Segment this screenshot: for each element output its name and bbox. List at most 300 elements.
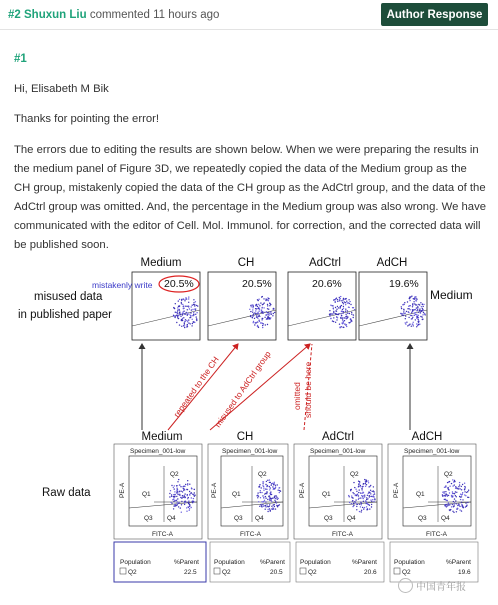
scatter-dot bbox=[267, 509, 268, 510]
scatter-dot bbox=[276, 497, 277, 498]
scatter-dot bbox=[347, 313, 348, 314]
scatter-dot bbox=[449, 509, 450, 510]
scatter-dot bbox=[175, 315, 176, 316]
scatter-dot bbox=[180, 314, 181, 315]
scatter-dot bbox=[464, 491, 465, 492]
scatter-dot bbox=[336, 309, 337, 310]
scatter-dot bbox=[263, 506, 264, 507]
scatter-dot bbox=[252, 316, 253, 317]
scatter-dot bbox=[196, 305, 197, 306]
bottom-title-adch: AdCH bbox=[411, 431, 443, 443]
scatter-dot bbox=[188, 296, 189, 297]
arrow-note-should-be-here: should be here bbox=[303, 361, 313, 418]
scatter-dot bbox=[346, 301, 347, 302]
scatter-dot bbox=[174, 494, 175, 495]
scatter-dot bbox=[188, 319, 189, 320]
scatter-dot bbox=[169, 496, 170, 497]
scatter-dot bbox=[184, 313, 185, 314]
scatter-dot bbox=[417, 325, 418, 326]
top-percent-adctrl: 20.6% bbox=[312, 278, 342, 290]
scatter-dot bbox=[418, 319, 419, 320]
scatter-dot bbox=[423, 304, 424, 305]
scatter-dot bbox=[194, 495, 195, 496]
pop-header-population-medium: Population bbox=[120, 559, 151, 566]
scatter-dot bbox=[262, 325, 263, 326]
scatter-dot bbox=[370, 490, 371, 491]
top-title-ch: CH bbox=[237, 257, 255, 269]
q2-ch: Q2 bbox=[258, 471, 267, 478]
scatter-dot bbox=[360, 492, 361, 493]
scatter-dot bbox=[187, 312, 188, 313]
q3-medium: Q3 bbox=[144, 515, 153, 522]
scatter-dot bbox=[461, 496, 462, 497]
top-panel-adch bbox=[359, 272, 427, 340]
scatter-dot bbox=[360, 506, 361, 507]
scatter-dot bbox=[171, 496, 172, 497]
scatter-dot bbox=[353, 493, 354, 494]
scatter-dot bbox=[189, 494, 190, 495]
scatter-dot bbox=[180, 497, 181, 498]
scatter-dot bbox=[417, 306, 418, 307]
scatter-dot bbox=[265, 501, 266, 502]
scatter-dot bbox=[333, 312, 334, 313]
q4-adctrl: Q4 bbox=[347, 515, 356, 522]
scatter-dot bbox=[258, 501, 259, 502]
scatter-dot bbox=[259, 310, 260, 311]
scatter-dot bbox=[264, 500, 265, 501]
author-link[interactable]: Shuxun Liu bbox=[24, 9, 87, 21]
scatter-dot bbox=[330, 305, 331, 306]
scatter-dot bbox=[419, 310, 420, 311]
scatter-dot bbox=[348, 322, 349, 323]
scatter-dot bbox=[362, 497, 363, 498]
scatter-dot bbox=[267, 299, 268, 300]
scatter-dot bbox=[267, 506, 268, 507]
scatter-dot bbox=[267, 304, 268, 305]
scatter-dot bbox=[179, 299, 180, 300]
scatter-dot bbox=[192, 502, 193, 503]
scatter-dot bbox=[188, 305, 189, 306]
scatter-dot bbox=[272, 497, 273, 498]
scatter-dot bbox=[188, 500, 189, 501]
scatter-dot bbox=[461, 504, 462, 505]
scatter-dot bbox=[259, 305, 260, 306]
scatter-dot bbox=[186, 507, 187, 508]
scatter-dot bbox=[182, 304, 183, 305]
scatter-dot bbox=[271, 494, 272, 495]
scatter-dot bbox=[261, 319, 262, 320]
scatter-dot bbox=[279, 504, 280, 505]
comment-time[interactable]: 11 hours ago bbox=[153, 9, 220, 21]
scatter-dot bbox=[274, 504, 275, 505]
scatter-dot bbox=[355, 495, 356, 496]
scatter-dot bbox=[445, 491, 446, 492]
q4-adch: Q4 bbox=[441, 515, 450, 522]
comment-anchor-link[interactable]: #1 bbox=[14, 53, 27, 65]
scatter-dot bbox=[408, 312, 409, 313]
scatter-dot bbox=[353, 482, 354, 483]
scatter-dot bbox=[269, 504, 270, 505]
scatter-dot bbox=[183, 317, 184, 318]
scatter-dot bbox=[182, 491, 183, 492]
scatter-dot bbox=[462, 507, 463, 508]
scatter-dot bbox=[442, 494, 443, 495]
scatter-dot bbox=[454, 498, 455, 499]
scatter-dot bbox=[447, 500, 448, 501]
scatter-dot bbox=[177, 311, 178, 312]
scatter-dot bbox=[357, 494, 358, 495]
scatter-dot bbox=[353, 307, 354, 308]
scatter-dot bbox=[260, 322, 261, 323]
scatter-dot bbox=[258, 304, 259, 305]
scatter-dot bbox=[371, 504, 372, 505]
scatter-dot bbox=[262, 483, 263, 484]
scatter-dot bbox=[338, 307, 339, 308]
scatter-dot bbox=[371, 501, 372, 502]
scatter-dot bbox=[333, 317, 334, 318]
scatter-dot bbox=[188, 313, 189, 314]
scatter-dot bbox=[185, 319, 186, 320]
scatter-dot bbox=[177, 481, 178, 482]
scatter-dot bbox=[414, 303, 415, 304]
scatter-dot bbox=[174, 488, 175, 489]
scatter-dot bbox=[179, 484, 180, 485]
scatter-dot bbox=[183, 497, 184, 498]
scatter-dot bbox=[422, 314, 423, 315]
scatter-dot bbox=[193, 312, 194, 313]
pop-header-parent-medium: %Parent bbox=[174, 559, 199, 566]
scatter-dot bbox=[189, 506, 190, 507]
scatter-dot bbox=[187, 309, 188, 310]
scatter-dot bbox=[280, 491, 281, 492]
scatter-dot bbox=[274, 312, 275, 313]
scatter-dot bbox=[253, 322, 254, 323]
scatter-dot bbox=[182, 495, 183, 496]
scatter-dot bbox=[403, 315, 404, 316]
scatter-dot bbox=[358, 486, 359, 487]
scatter-dot bbox=[187, 314, 188, 315]
scatter-dot bbox=[462, 492, 463, 493]
scatter-dot bbox=[252, 309, 253, 310]
scatter-dot bbox=[255, 313, 256, 314]
scatter-dot bbox=[192, 309, 193, 310]
scatter-dot bbox=[367, 495, 368, 496]
comment-action: commented bbox=[89, 9, 150, 21]
scatter-dot bbox=[343, 311, 344, 312]
scatter-dot bbox=[346, 318, 347, 319]
scatter-dot bbox=[415, 314, 416, 315]
scatter-dot bbox=[187, 306, 188, 307]
scatter-dot bbox=[365, 486, 366, 487]
scatter-dot bbox=[262, 481, 263, 482]
scatter-dot bbox=[351, 503, 352, 504]
scatter-dot bbox=[264, 493, 265, 494]
scatter-dot bbox=[368, 486, 369, 487]
scatter-dot bbox=[252, 304, 253, 305]
author-response-badge: Author Response bbox=[381, 3, 488, 26]
pop-row-label-ch: Q2 bbox=[222, 569, 231, 576]
scatter-dot bbox=[257, 497, 258, 498]
scatter-dot bbox=[340, 306, 341, 307]
scatter-dot bbox=[370, 499, 371, 500]
scatter-dot bbox=[364, 495, 365, 496]
scatter-dot bbox=[401, 306, 402, 307]
scatter-dot bbox=[336, 319, 337, 320]
scatter-dot bbox=[190, 315, 191, 316]
scatter-dot bbox=[358, 483, 359, 484]
scatter-dot bbox=[344, 320, 345, 321]
scatter-dot bbox=[460, 499, 461, 500]
scatter-dot bbox=[250, 311, 251, 312]
q3-adctrl: Q3 bbox=[324, 515, 333, 522]
pe-a-ch: PE-A bbox=[211, 482, 218, 498]
scatter-dot bbox=[272, 486, 273, 487]
scatter-dot bbox=[351, 321, 352, 322]
scatter-dot bbox=[254, 324, 255, 325]
scatter-dot bbox=[173, 497, 174, 498]
scatter-dot bbox=[179, 305, 180, 306]
comment-number-link[interactable]: #2 bbox=[8, 9, 21, 21]
scatter-dot bbox=[267, 308, 268, 309]
scatter-dot bbox=[456, 496, 457, 497]
scatter-dot bbox=[405, 323, 406, 324]
scatter-dot bbox=[367, 480, 368, 481]
scatter-dot bbox=[330, 318, 331, 319]
scatter-dot bbox=[461, 502, 462, 503]
scatter-dot bbox=[263, 488, 264, 489]
scatter-dot bbox=[369, 496, 370, 497]
scatter-dot bbox=[449, 486, 450, 487]
scatter-dot bbox=[453, 481, 454, 482]
pop-value-ch: 20.5 bbox=[270, 569, 283, 576]
scatter-dot bbox=[412, 323, 413, 324]
scatter-dot bbox=[174, 491, 175, 492]
scatter-dot bbox=[274, 500, 275, 501]
scatter-dot bbox=[185, 297, 186, 298]
scatter-dot bbox=[177, 489, 178, 490]
scatter-dot bbox=[178, 503, 179, 504]
scatter-dot bbox=[171, 503, 172, 504]
scatter-dot bbox=[365, 501, 366, 502]
scatter-dot bbox=[418, 315, 419, 316]
scatter-dot bbox=[181, 303, 182, 304]
raw-panel-adctrl bbox=[294, 444, 382, 539]
scatter-dot bbox=[366, 484, 367, 485]
scatter-dot bbox=[190, 323, 191, 324]
scatter-dot bbox=[258, 299, 259, 300]
scatter-dot bbox=[342, 300, 343, 301]
scatter-dot bbox=[193, 498, 194, 499]
scatter-dot bbox=[185, 306, 186, 307]
scatter-dot bbox=[350, 304, 351, 305]
scatter-dot bbox=[456, 488, 457, 489]
scatter-dot bbox=[267, 480, 268, 481]
raw-panel-ch bbox=[208, 444, 288, 539]
q4-ch: Q4 bbox=[255, 515, 264, 522]
scatter-dot bbox=[258, 327, 259, 328]
scatter-dot bbox=[359, 504, 360, 505]
scatter-dot bbox=[196, 312, 197, 313]
scatter-dot bbox=[181, 501, 182, 502]
scatter-dot bbox=[260, 490, 261, 491]
scatter-dot bbox=[448, 495, 449, 496]
scatter-dot bbox=[265, 498, 266, 499]
scatter-dot bbox=[192, 305, 193, 306]
scatter-dot bbox=[279, 492, 280, 493]
scatter-dot bbox=[453, 501, 454, 502]
scatter-dot bbox=[403, 304, 404, 305]
scatter-dot bbox=[372, 499, 373, 500]
scatter-dot bbox=[411, 296, 412, 297]
scatter-dot bbox=[193, 321, 194, 322]
scatter-dot bbox=[336, 298, 337, 299]
scatter-dot bbox=[265, 506, 266, 507]
scatter-dot bbox=[418, 320, 419, 321]
scatter-dot bbox=[181, 497, 182, 498]
q1-medium: Q1 bbox=[142, 491, 151, 498]
scatter-dot bbox=[418, 312, 419, 313]
scatter-dot bbox=[266, 318, 267, 319]
scatter-dot bbox=[330, 313, 331, 314]
scatter-dot bbox=[188, 298, 189, 299]
scatter-dot bbox=[270, 498, 271, 499]
scatter-dot bbox=[404, 302, 405, 303]
scatter-dot bbox=[193, 304, 194, 305]
scatter-dot bbox=[261, 309, 262, 310]
scatter-dot bbox=[454, 484, 455, 485]
scatter-dot bbox=[265, 484, 266, 485]
scatter-dot bbox=[178, 318, 179, 319]
scatter-dot bbox=[369, 495, 370, 496]
scatter-dot bbox=[257, 312, 258, 313]
scatter-dot bbox=[269, 506, 270, 507]
scatter-dot bbox=[196, 318, 197, 319]
scatter-dot bbox=[407, 301, 408, 302]
q1-ch: Q1 bbox=[232, 491, 241, 498]
scatter-dot bbox=[193, 299, 194, 300]
scatter-dot bbox=[461, 489, 462, 490]
scatter-dot bbox=[173, 494, 174, 495]
scatter-dot bbox=[361, 504, 362, 505]
scatter-dot bbox=[411, 326, 412, 327]
scatter-dot bbox=[183, 308, 184, 309]
scatter-dot bbox=[373, 490, 374, 491]
scatter-dot bbox=[339, 299, 340, 300]
q2-adctrl: Q2 bbox=[350, 471, 359, 478]
scatter-dot bbox=[337, 317, 338, 318]
scatter-dot bbox=[451, 483, 452, 484]
scatter-dot bbox=[255, 310, 256, 311]
scatter-dot bbox=[273, 484, 274, 485]
scatter-dot bbox=[444, 499, 445, 500]
scatter-dot bbox=[339, 308, 340, 309]
scatter-dot bbox=[171, 494, 172, 495]
scatter-dot bbox=[180, 507, 181, 508]
scatter-dot bbox=[277, 484, 278, 485]
scatter-dot bbox=[265, 488, 266, 489]
scatter-dot bbox=[339, 300, 340, 301]
scatter-dot bbox=[265, 509, 266, 510]
scatter-dot bbox=[363, 508, 364, 509]
scatter-dot bbox=[458, 504, 459, 505]
scatter-dot bbox=[172, 499, 173, 500]
pop-row-label-medium: Q2 bbox=[128, 569, 137, 576]
scatter-dot bbox=[409, 324, 410, 325]
fitc-a-ch: FITC-A bbox=[240, 531, 261, 538]
scatter-dot bbox=[373, 496, 374, 497]
scatter-dot bbox=[266, 504, 267, 505]
scatter-dot bbox=[274, 482, 275, 483]
scatter-dot bbox=[421, 316, 422, 317]
scatter-dot bbox=[185, 501, 186, 502]
scatter-dot bbox=[269, 499, 270, 500]
scatter-dot bbox=[454, 481, 455, 482]
scatter-dot bbox=[279, 487, 280, 488]
scatter-dot bbox=[403, 309, 404, 310]
scatter-dot bbox=[173, 307, 174, 308]
scatter-dot bbox=[365, 481, 366, 482]
scatter-dot bbox=[418, 304, 419, 305]
scatter-dot bbox=[263, 490, 264, 491]
scatter-dot bbox=[270, 304, 271, 305]
scatter-dot bbox=[348, 299, 349, 300]
scatter-dot bbox=[400, 313, 401, 314]
scatter-dot bbox=[261, 296, 262, 297]
scatter-dot bbox=[188, 503, 189, 504]
scatter-dot bbox=[406, 311, 407, 312]
scatter-dot bbox=[194, 489, 195, 490]
pop-row-label-adch: Q2 bbox=[402, 569, 411, 576]
scatter-dot bbox=[341, 315, 342, 316]
scatter-dot bbox=[408, 317, 409, 318]
scatter-dot bbox=[194, 305, 195, 306]
scatter-dot bbox=[182, 314, 183, 315]
scatter-dot bbox=[258, 300, 259, 301]
raw-specimen-adctrl: Specimen_001-low bbox=[310, 448, 366, 455]
scatter-dot bbox=[256, 304, 257, 305]
scatter-dot bbox=[452, 493, 453, 494]
scatter-dot bbox=[191, 497, 192, 498]
scatter-dot bbox=[277, 506, 278, 507]
scatter-dot bbox=[418, 322, 419, 323]
scatter-dot bbox=[188, 497, 189, 498]
scatter-dot bbox=[173, 501, 174, 502]
scatter-dot bbox=[265, 300, 266, 301]
arrow-note-repeated: repeated to the CH bbox=[171, 354, 221, 420]
scatter-dot bbox=[338, 313, 339, 314]
scatter-dot bbox=[178, 315, 179, 316]
scatter-dot bbox=[459, 509, 460, 510]
scatter-dot bbox=[349, 303, 350, 304]
scatter-dot bbox=[452, 485, 453, 486]
scatter-dot bbox=[367, 498, 368, 499]
scatter-dot bbox=[409, 296, 410, 297]
scatter-dot bbox=[175, 312, 176, 313]
scatter-dot bbox=[366, 506, 367, 507]
scatter-dot bbox=[405, 318, 406, 319]
scatter-dot bbox=[373, 494, 374, 495]
scatter-dot bbox=[191, 306, 192, 307]
scatter-dot bbox=[364, 496, 365, 497]
scatter-dot bbox=[192, 494, 193, 495]
scatter-dot bbox=[265, 496, 266, 497]
scatter-dot bbox=[341, 305, 342, 306]
scatter-dot bbox=[442, 496, 443, 497]
scatter-dot bbox=[267, 312, 268, 313]
raw-specimen-ch: Specimen_001-low bbox=[222, 448, 278, 455]
medium-right-label: Medium bbox=[430, 288, 473, 302]
scatter-dot bbox=[191, 507, 192, 508]
